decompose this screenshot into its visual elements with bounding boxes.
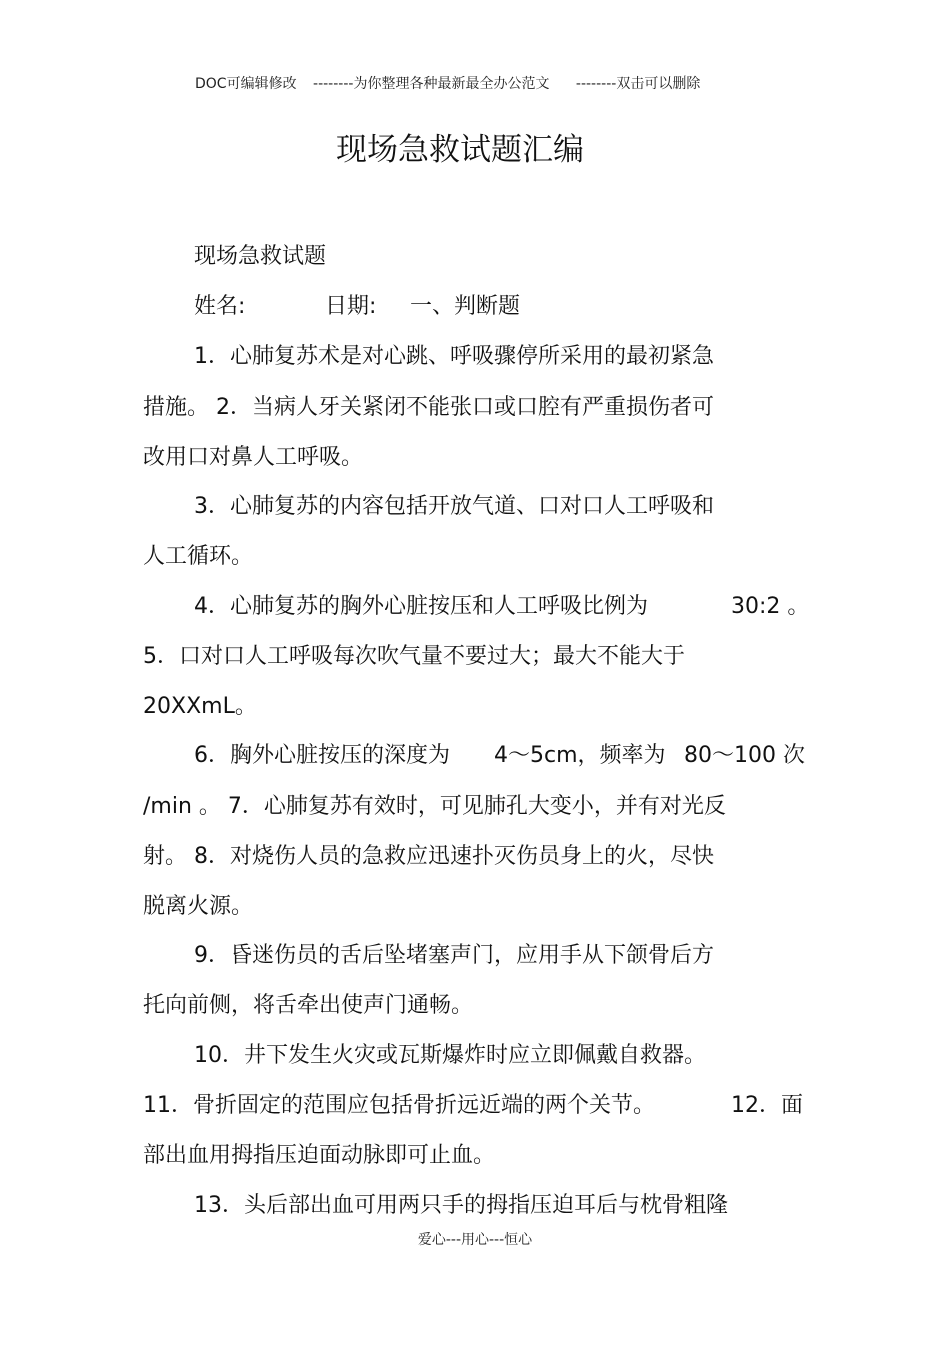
header-doc-label: DOC可编辑修改 [195, 76, 297, 92]
question-line: 人工循环。 [143, 544, 254, 569]
question-line: 托向前侧，将舌牵出使声门通畅。 [143, 993, 474, 1018]
name-label: 姓名: [194, 294, 246, 319]
question-line: 措施。 2．当病人牙关紧闭不能张口或口腔有严重损伤者可 [143, 395, 714, 420]
question-line: 6．胸外心脏按压的深度为 [194, 743, 450, 768]
header-slogan: --------为你整理各种最新最全办公范文 [313, 76, 550, 92]
question-line: 20XXmL。 [143, 694, 257, 719]
question-line: 射。 8．对烧伤人员的急救应迅速扑灭伤员身上的火，尽快 [143, 844, 714, 869]
question-line: /min 。 7．心肺复苏有效时，可见肺孔大变小，并有对光反 [143, 794, 726, 819]
quiz-subtitle: 现场急救试题 [194, 244, 327, 269]
page-header [195, 73, 700, 93]
question-line-fragment: 30:2 。 [731, 594, 810, 619]
date-label: 日期: [325, 294, 377, 319]
question-line: 9．昏迷伤员的舌后坠堵塞声门，应用手从下颌骨后方 [194, 943, 714, 968]
question-line: 5．口对口人工呼吸每次吹气量不要过大；最大不能大于 [143, 644, 685, 669]
header-delete-hint: --------双击可以删除 [575, 76, 701, 92]
question-line-fragment: 80～100 次 [684, 743, 805, 768]
question-line: 13．头后部出血可用两只手的拇指压迫耳后与枕骨粗隆 [194, 1193, 728, 1218]
question-line: 11．骨折固定的范围应包括骨折远近端的两个关节。 [143, 1093, 655, 1118]
page-footer: 爱心---用心---恒心 [417, 1232, 533, 1248]
section-heading: 一、判断题 [410, 294, 521, 319]
question-line: 改用口对鼻人工呼吸。 [143, 445, 364, 470]
question-line: 部出血用拇指压迫面动脉即可止血。 [143, 1143, 496, 1168]
question-line: 10．井下发生火灾或瓦斯爆炸时应立即佩戴自救器。 [194, 1043, 706, 1068]
question-line: 3．心肺复苏的内容包括开放气道、口对口人工呼吸和 [194, 494, 714, 519]
question-line: 4．心肺复苏的胸外心脏按压和人工呼吸比例为 [194, 594, 648, 619]
question-line-fragment: 4～5cm，频率为 [494, 743, 666, 768]
question-line: 脱离火源。 [143, 894, 254, 919]
question-line-fragment: 12．面 [731, 1093, 803, 1118]
document-title: 现场急救试题汇编 [336, 132, 584, 168]
question-line: 1．心肺复苏术是对心跳、呼吸骤停所采用的最初紧急 [194, 344, 714, 369]
